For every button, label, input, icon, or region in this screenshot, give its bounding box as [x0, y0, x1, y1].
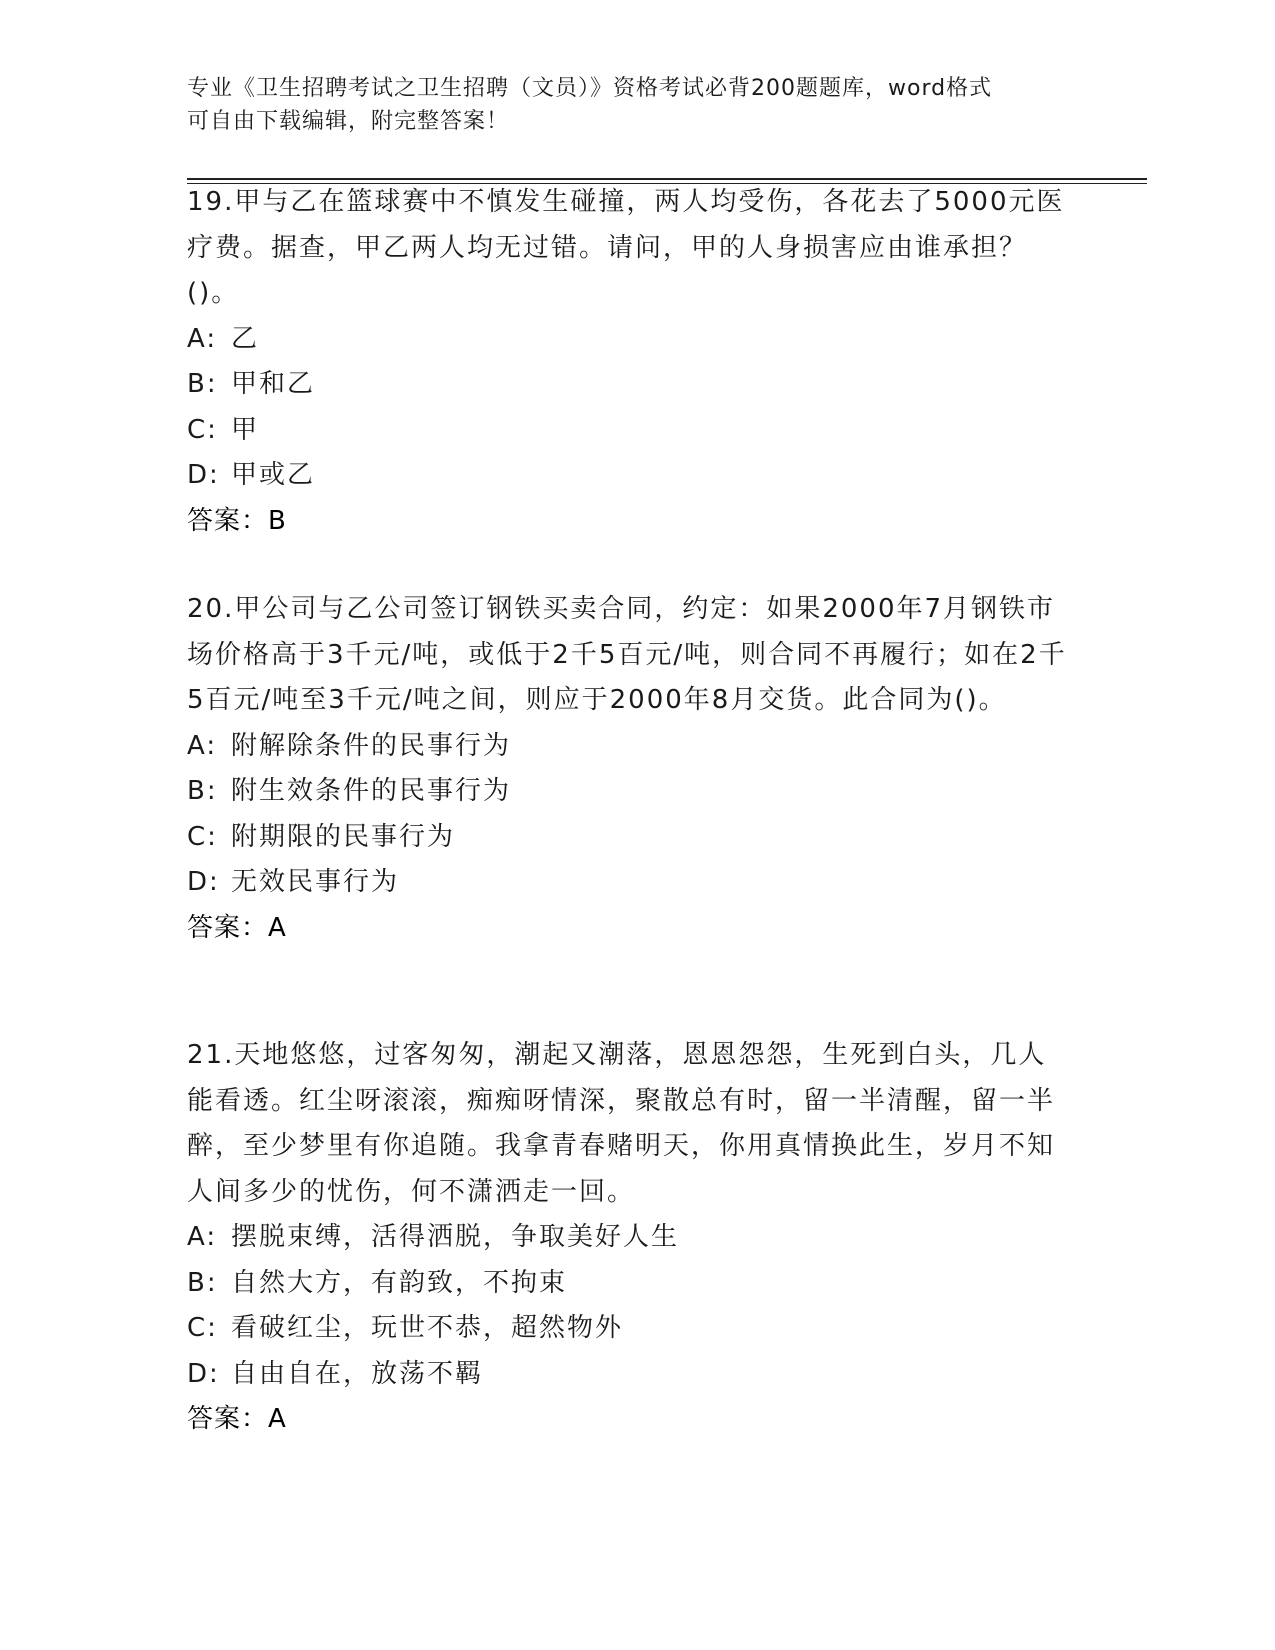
- option-key: A:: [187, 730, 218, 761]
- option-text: 甲和乙: [231, 369, 316, 399]
- option-key: D:: [187, 460, 220, 490]
- option-text: 附生效条件的民事行为: [231, 776, 512, 806]
- option-text: 附期限的民事行为: [231, 821, 456, 852]
- option-c: [187, 408, 1067, 454]
- option-b: [187, 362, 1067, 408]
- option-text: 看破红尘，玩世不恭，超然物外: [231, 1313, 624, 1343]
- option-key: D:: [187, 867, 220, 897]
- option-key: B:: [187, 776, 218, 806]
- option-text: 附解除条件的民事行为: [231, 730, 512, 761]
- option-text: 甲: [231, 414, 260, 445]
- question-21: [187, 1033, 1067, 1443]
- option-key: C:: [187, 414, 218, 445]
- option-key: B:: [187, 1267, 218, 1298]
- option-c: [187, 1306, 1067, 1352]
- answer-label: 答案：B: [187, 505, 287, 536]
- question-20: [187, 587, 1067, 951]
- option-text: 摆脱束缚，活得洒脱，争取美好人生: [231, 1222, 680, 1252]
- option-text: 甲或乙: [231, 460, 316, 490]
- document-header: [187, 72, 1067, 138]
- option-b: [187, 769, 1067, 815]
- option-d: [187, 1352, 1067, 1398]
- option-a: [187, 724, 1067, 770]
- header-line-1: 专业《卫生招聘考试之卫生招聘（文员）》资格考试必背200题题库，word格式: [187, 76, 993, 101]
- option-key: C:: [187, 1313, 218, 1343]
- question-stem: 21.天地悠悠，过客匆匆，潮起又潮落，恩恩怨怨，生死到白头，几人能看透。红尘呀滚滚，痴痴呀情深，聚散总有时，留一半清醒，留一半醉，至少梦里有你追随。我拿青春赌明天，你用真情换此生，岁月不知人间多少的忧伤，何不潇洒走一回。: [187, 1040, 1056, 1207]
- answer-label: 答案：A: [187, 912, 287, 943]
- question-stem: 20.甲公司与乙公司签订钢铁买卖合同，约定：如果2000年7月钢铁市场价格高于3千元/吨，或低于2千5百元/吨，则合同不再履行；如在2千5百元/吨至3千元/吨之间，则应于2000年8月交货。此合同为()。: [187, 594, 1067, 715]
- option-text: 自由自在，放荡不羁: [231, 1358, 484, 1389]
- option-a: [187, 1215, 1067, 1261]
- option-key: A:: [187, 1222, 218, 1252]
- option-key: B:: [187, 369, 218, 399]
- header-line-2: 可自由下载编辑，附完整答案！: [187, 109, 510, 134]
- option-d: [187, 453, 1067, 499]
- option-c: [187, 815, 1067, 861]
- option-a: [187, 317, 1067, 363]
- option-text: 无效民事行为: [231, 867, 400, 897]
- answer-label: 答案：A: [187, 1404, 287, 1434]
- option-key: C:: [187, 821, 218, 852]
- option-b: [187, 1261, 1067, 1307]
- option-text: 乙: [231, 323, 260, 354]
- question-stem: 19.甲与乙在篮球赛中不慎发生碰撞，两人均受伤，各花去了5000元医疗费。据查，甲乙两人均无过错。请问，甲的人身损害应由谁承担？()。: [187, 187, 1065, 308]
- option-key: D:: [187, 1358, 220, 1389]
- option-text: 自然大方，有韵致，不拘束: [231, 1267, 568, 1298]
- option-d: [187, 860, 1067, 906]
- question-19: [187, 180, 1067, 544]
- option-key: A:: [187, 323, 218, 354]
